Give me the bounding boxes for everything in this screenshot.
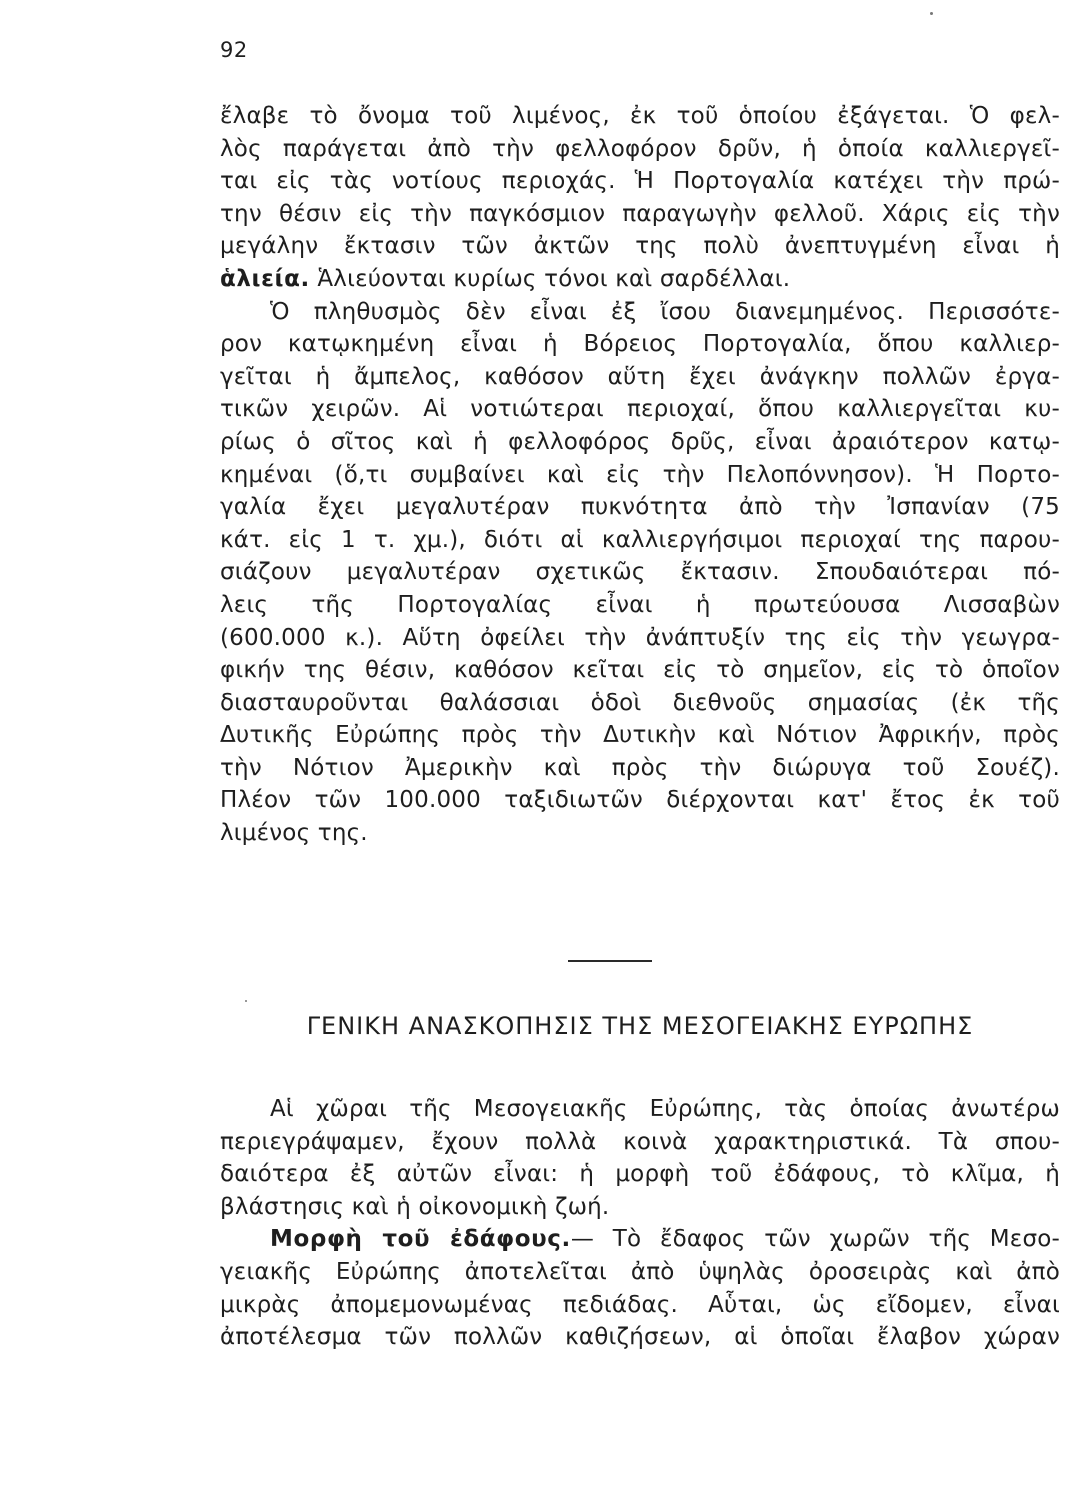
portugal-section-text bbox=[220, 100, 1060, 850]
text-line: λεις τῆς Πορτογαλίας εἶναι ἡ πρωτεύουσα Λισσαβὼν bbox=[220, 591, 1060, 618]
fishing-keyword: ἁλιεία. bbox=[220, 265, 310, 292]
paragraph-first-line: Ὁ πληθυσμὸς δὲν εἶναι ἐξ ἴσου διανεμημένος. Περισσότε- bbox=[270, 298, 1060, 325]
text-line: φικήν της θέσιν, καθόσον κεῖται εἰς τὸ σημεῖον, εἰς τὸ ὁποῖον bbox=[220, 657, 1060, 684]
text-line: ρίως ὁ σῖτος καὶ ἡ φελλοφόρος δρῦς, εἶναι ἀραιότερον κατῳ- bbox=[220, 428, 1060, 455]
text-line: περιεγράψαμεν, ἔχουν πολλὰ κοινὰ χαρακτηριστικά. Τὰ σπου- bbox=[220, 1128, 1060, 1155]
section-divider bbox=[568, 960, 652, 962]
text-line: (600.000 κ.). Αὕτη ὀφείλει τὴν ἀνάπτυξίν της εἰς τὴν γεωγρα- bbox=[220, 624, 1060, 651]
text-line: γειακῆς Εὐρώπης ἀποτελεῖται ἀπὸ ὑψηλὰς ὀροσειρὰς καὶ ἀπὸ bbox=[220, 1258, 1060, 1285]
scan-speck bbox=[930, 12, 933, 15]
text-line-rest: — Τὸ ἔδαφος τῶν χωρῶν τῆς Μεσο- bbox=[570, 1226, 1060, 1253]
paragraph-first-line: Αἱ χῶραι τῆς Μεσογειακῆς Εὐρώπης, τὰς ὁποίας ἀνωτέρω bbox=[270, 1096, 1060, 1122]
text-line: ἀποτέλεσμα τῶν πολλῶν καθιζήσεων, αἱ ὁποῖαι ἔλαβον χώραν bbox=[220, 1324, 1060, 1351]
section-heading: ΓΕΝΙΚΗ ΑΝΑΣΚΟΠΗΣΙΣ ΤΗΣ ΜΕΣΟΓΕΙΑΚΗΣ ΕΥΡΩΠΗΣ bbox=[306, 1012, 974, 1040]
page-number: 92 bbox=[220, 38, 248, 62]
text-line: δαιότερα ἐξ αὐτῶν εἶναι: ἡ μορφὴ τοῦ ἐδάφους, τὸ κλῖμα, ἡ bbox=[220, 1161, 1060, 1188]
mediterranean-overview-text bbox=[220, 1093, 1060, 1354]
paragraph-first-line bbox=[220, 1223, 1060, 1256]
text-line: την θέσιν εἰς τὴν παγκόσμιον παραγωγὴν φελλοῦ. Χάρις εἰς τὴν bbox=[220, 200, 1060, 227]
text-line: κημέναι (ὅ,τι συμβαίνει καὶ εἰς τὴν Πελοπόννησον). Ἡ Πορτο- bbox=[220, 461, 1060, 488]
text-line: τὴν Νότιον Ἀμερικὴν καὶ πρὸς τὴν διώρυγα τοῦ Σουέζ). bbox=[220, 754, 1060, 781]
text-line: σιάζουν μεγαλυτέραν σχετικῶς ἔκτασιν. Σπουδαιότεραι πό- bbox=[220, 559, 1060, 586]
text-line: λὸς παράγεται ἀπὸ τὴν φελλοφόρον δρῦν, ἡ ὁποία καλλιεργεῖ- bbox=[220, 135, 1060, 162]
text-line: τικῶν χειρῶν. Αἱ νοτιώτεραι περιοχαί, ὅπου καλλιεργεῖται κυ- bbox=[220, 396, 1060, 423]
text-line: γαλία ἔχει μεγαλυτέραν πυκνότητα ἀπὸ τὴν Ἰσπανίαν (75 bbox=[220, 494, 1060, 521]
text-line: ρον κατῳκημένη εἶναι ἡ Βόρειος Πορτογαλία, ὅπου καλλιερ- bbox=[220, 331, 1060, 358]
text-line: μεγάλην ἔκτασιν τῶν ἀκτῶν της πολὺ ἀνεπτυγμένη εἶναι ἡ bbox=[220, 233, 1060, 260]
text-line: διασταυροῦνται θαλάσσιαι ὁδοὶ διεθνοῦς σημασίας (ἐκ τῆς bbox=[220, 689, 1060, 716]
text-line: Δυτικῆς Εὐρώπης πρὸς τὴν Δυτικὴν καὶ Νότιον Ἀφρικήν, πρὸς bbox=[220, 722, 1060, 749]
text-line: λιμένος της. bbox=[220, 820, 368, 847]
subsection-title: Μορφὴ τοῦ ἐδάφους. bbox=[270, 1226, 571, 1253]
text-line: γεῖται ἡ ἄμπελος, καθόσον αὕτη ἔχει ἀνάγκην πολλῶν ἐργα- bbox=[220, 363, 1060, 390]
text-line bbox=[220, 263, 1060, 296]
text-line: κάτ. εἰς 1 τ. χμ.), διότι αἱ καλλιεργήσιμοι περιοχαί της παρου- bbox=[220, 526, 1060, 553]
text-line: Πλέον τῶν 100.000 ταξιδιωτῶν διέρχονται κατ' ἔτος ἐκ τοῦ bbox=[220, 787, 1060, 814]
text-line-rest: Ἁλιεύονται κυρίως τόνοι καὶ σαρδέλλαι. bbox=[309, 265, 791, 292]
scan-speck bbox=[245, 1000, 247, 1002]
text-line: μικρὰς ἀπομεμονωμένας πεδιάδας. Αὗται, ὡς εἴδομεν, εἶναι bbox=[220, 1291, 1060, 1318]
text-line: ἔλαβε τὸ ὄνομα τοῦ λιμένος, ἐκ τοῦ ὁποίου ἐξάγεται. Ὁ φελ- bbox=[220, 103, 1060, 129]
text-line: βλάστησις καὶ ἡ οἰκονομικὴ ζωή. bbox=[220, 1193, 610, 1220]
text-line: ται εἰς τὰς νοτίους περιοχάς. Ἡ Πορτογαλία κατέχει τὴν πρώ- bbox=[220, 168, 1060, 195]
